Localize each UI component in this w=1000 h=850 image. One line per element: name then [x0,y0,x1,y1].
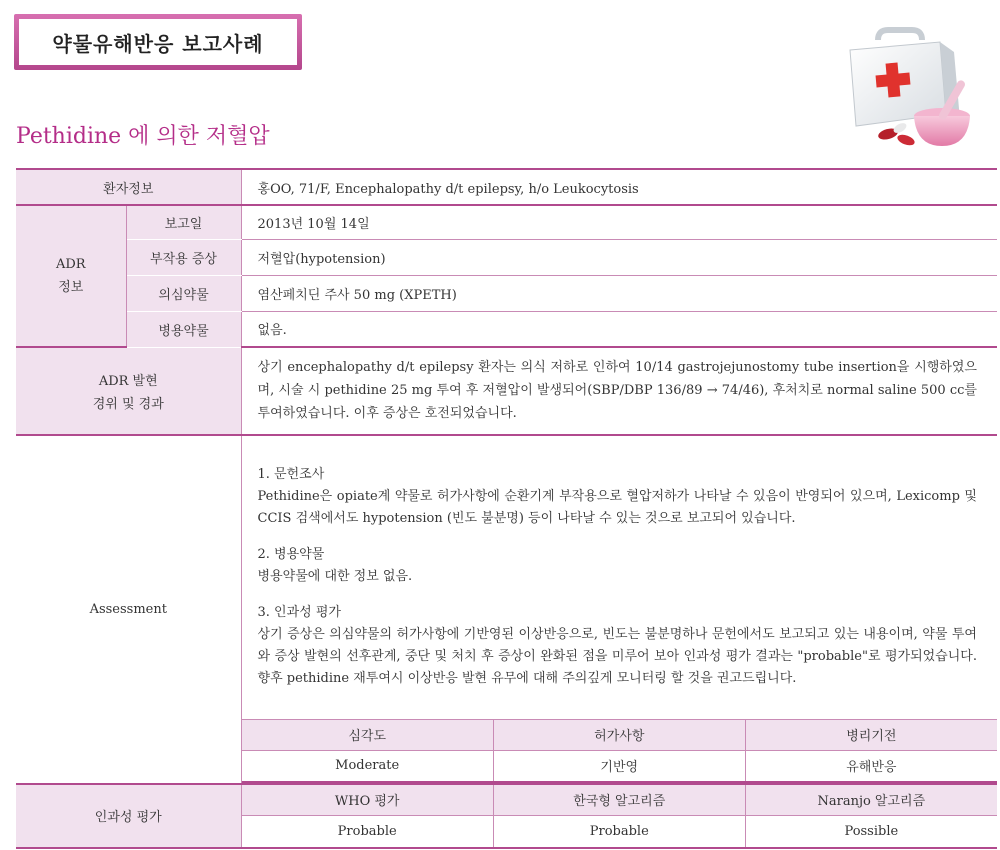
value-naranjo: Possible [745,816,997,847]
assessment-text [241,435,997,719]
course-row [16,347,997,435]
value-labeling: 기반영 [493,751,745,782]
adr-row-symptom [16,239,997,275]
subtable-header-row [242,720,997,751]
adr-report-table [16,168,997,849]
first-aid-kit-icon [830,22,980,150]
section-title: 2. 병용약물 [257,547,325,563]
causality-cell [241,784,997,848]
assessment-row [16,435,997,719]
adr-value-report-date: 2013년 10월 14일 [241,205,997,239]
header-mechanism: 병리기전 [745,720,997,751]
section-text: 상기 증상은 의심약물의 허가사항에 기반영된 이상반응으로, 빈도는 불분명하나 문헌에서도 보고되고 있는 내용이며, 약물 투여와 증상 발현의 선후관계, 중단 및 처치 후 증상이 완화된 점을 미루어 보아 인과성 평가 결과는 "probable"로 평가되었습니다. 향후 pethidine 재투여시 이상반응 발현 유무에 대해 주의깊게 모니터링 할 것을 권고드립니다. [257,627,977,687]
adr-group-label [16,205,126,347]
causality-subtable [242,785,997,847]
adr-value-suspect-drug: 염산페치딘 주사 50 mg (XPETH) [241,275,997,311]
course-text: 상기 encephalopathy d/t epilepsy 환자는 의식 저하로 인하여 10/14 gastrojejunostomy tube insertion을 시행하였으며, 시술 시 pethidine 25 mg 투여 후 저혈압이 발생되어(SBP/DBP 136/89 → 74/46), 후처치로 normal saline 500 cc를 투여하였습니다. 이후 증상은 호전되었습니다. [241,347,997,435]
header-korean-algorithm: 한국형 알고리즘 [493,785,745,816]
patient-value: 홍OO, 71/F, Encephalopathy d/t epilepsy, h/o Leukocytosis [241,169,997,205]
header-labeling: 허가사항 [493,720,745,751]
section-header-title: 약물유해반응 보고사례 [19,19,297,65]
course-label-line2: 경위 및 경과 [92,397,164,412]
value-who: Probable [242,816,494,847]
causality-value-row [242,816,997,847]
header-who: WHO 평가 [242,785,494,816]
assessment-subtable [242,720,997,783]
adr-label-suspect-drug: 의심약물 [126,275,241,311]
causality-header-row [242,785,997,816]
adr-row-suspect-drug [16,275,997,311]
assessment-section-concomitant [258,544,977,588]
section-header [14,14,302,70]
causality-label: 인과성 평가 [16,784,241,848]
value-severity: Moderate [242,751,494,782]
course-label [16,347,241,435]
section-title: 1. 문헌조사 [257,467,325,483]
section-title: 3. 인과성 평가 [257,605,341,621]
value-korean-algorithm: Probable [493,816,745,847]
adr-value-symptom: 저혈압(hypotension) [241,239,997,275]
adr-label-report-date: 보고일 [126,205,241,239]
patient-label: 환자정보 [16,169,241,205]
adr-row-report-date [16,205,997,239]
assessment-subtable-cell [241,719,997,784]
header-severity: 심각도 [242,720,494,751]
patient-row [16,169,997,205]
adr-group-label-line1: ADR [55,257,86,272]
section-text: Pethidine은 opiate계 약물로 허가사항에 순환기계 부작용으로 혈압저하가 나타날 수 있음이 반영되어 있으며, Lexicomp 및 CCIS 검색에서도 hypotension (빈도 불분명) 등이 나타날 수 있는 것으로 보고되어 있습니다. [257,489,977,527]
assessment-label: Assessment [16,435,241,784]
adr-label-concomitant-drug: 병용약물 [126,311,241,347]
assessment-section-literature [258,464,977,530]
adr-value-concomitant-drug: 없음. [241,311,997,347]
course-label-line1: ADR 발현 [98,374,158,389]
case-title: Pethidine 에 의한 저혈압 [16,124,270,149]
section-text: 병용약물에 대한 정보 없음. [257,569,413,585]
adr-group-label-line2: 정보 [58,280,84,295]
header-naranjo: Naranjo 알고리즘 [745,785,997,816]
assessment-section-causality [258,602,977,690]
adr-label-symptom: 부작용 증상 [126,239,241,275]
adr-row-concomitant-drug [16,311,997,347]
causality-row [16,784,997,848]
subtable-value-row [242,751,997,782]
value-mechanism: 유해반응 [745,751,997,782]
